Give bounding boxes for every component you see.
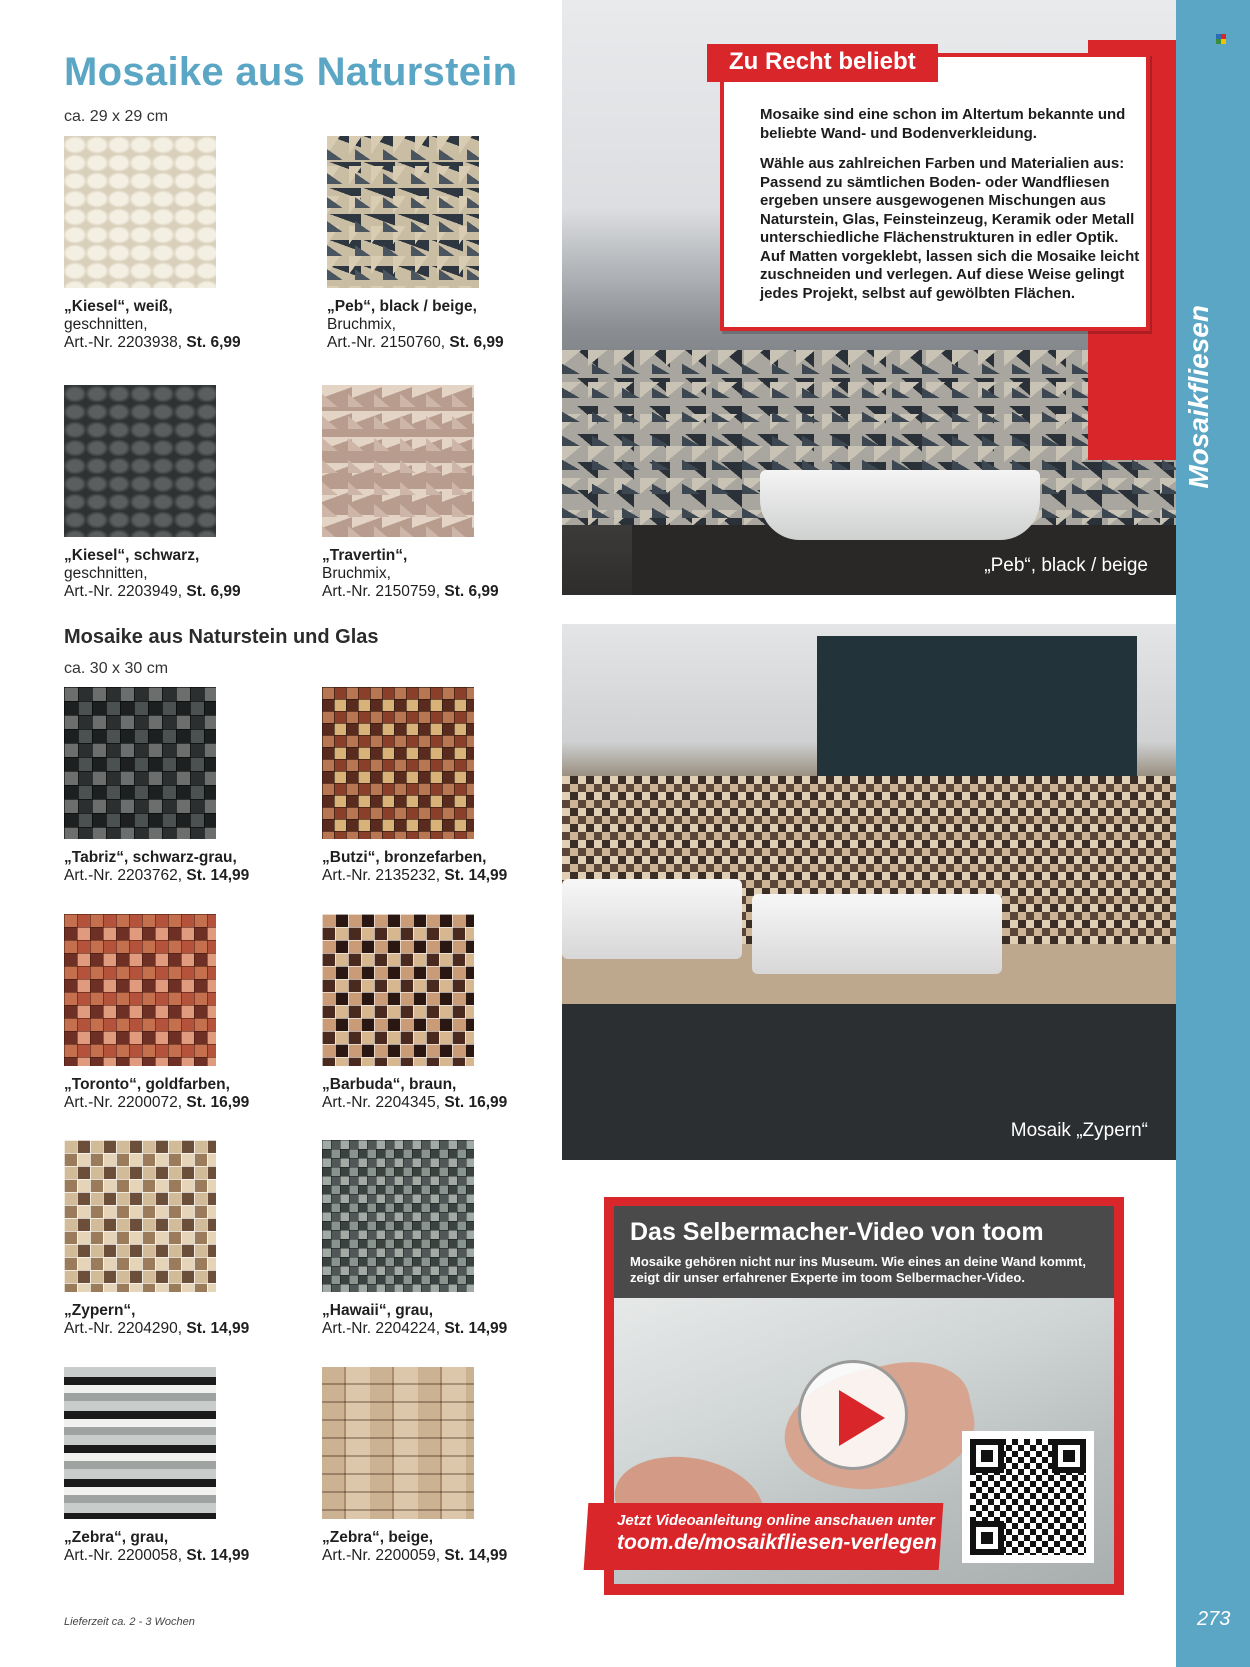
product-card[interactable] [322, 1367, 562, 1565]
product-art [322, 583, 562, 601]
product-name: „Toronto“, goldfarben, [64, 1076, 230, 1093]
product-desc: Bruchmix, [322, 565, 391, 582]
product-price: St. 6,99 [186, 583, 241, 600]
product-name: „Hawaii“, grau, [322, 1302, 434, 1319]
product-card[interactable] [64, 136, 304, 352]
product-art [322, 867, 562, 885]
product-swatch[interactable] [64, 136, 216, 288]
product-name: „Zypern“, [64, 1302, 136, 1319]
product-desc: Bruchmix, [327, 316, 396, 333]
product-card[interactable] [64, 687, 304, 885]
product-price: St. 14,99 [186, 1320, 250, 1337]
product-art-number: Art.-Nr. 2204345, [322, 1094, 441, 1111]
product-card[interactable] [327, 136, 567, 352]
size-label-glas: ca. 30 x 30 cm [64, 660, 169, 677]
product-art-number: Art.-Nr. 2200058, [64, 1547, 183, 1564]
category-sidebar [1176, 0, 1250, 1667]
product-art-number: Art.-Nr. 2135232, [322, 867, 441, 884]
product-price: St. 6,99 [449, 334, 504, 351]
photo-caption: Mosaik „Zypern“ [1010, 1120, 1148, 1141]
info-box-title: Zu Recht beliebt [707, 44, 938, 82]
info-box-lead: Mosaike sind eine schon im Altertum bekannte und beliebte Wand- und Bodenverkleidung. [760, 106, 1126, 142]
product-name: „Barbuda“, braun, [322, 1076, 457, 1093]
video-description: Mosaike gehören nicht nur ins Museum. Wie eines an deine Wand kommt, zeigt dir unser erfahrener Experte im toom Selbermacher-Video. [630, 1254, 1086, 1285]
product-art-number: Art.-Nr. 2203762, [64, 867, 183, 884]
product-card[interactable] [322, 385, 562, 601]
logo-icon [1216, 34, 1226, 44]
product-name: „Butzi“, bronzefarben, [322, 849, 487, 866]
page-number: 273 [1197, 1608, 1231, 1630]
product-swatch[interactable] [64, 1367, 216, 1519]
product-swatch[interactable] [322, 1140, 474, 1292]
product-art-number: Art.-Nr. 2203949, [64, 583, 183, 600]
page-title: Mosaike aus Naturstein [64, 50, 518, 94]
shower-panel [817, 636, 1137, 776]
product-name: „Zebra“, beige, [322, 1529, 434, 1546]
product-price: St. 16,99 [186, 1094, 250, 1111]
video-cta-text: Jetzt Videoanleitung online anschauen unter [617, 1512, 935, 1529]
product-swatch[interactable] [64, 914, 216, 1066]
product-swatch[interactable] [64, 1140, 216, 1292]
qr-finder [970, 1521, 1004, 1555]
size-label-naturstein: ca. 29 x 29 cm [64, 108, 169, 125]
product-name: „Kiesel“, weiß, [64, 298, 173, 315]
product-art-number: Art.-Nr. 2204290, [64, 1320, 183, 1337]
product-price: St. 14,99 [444, 867, 508, 884]
product-price: St. 6,99 [444, 583, 499, 600]
product-art [322, 1547, 562, 1565]
product-name: „Tabriz“, schwarz-grau, [64, 849, 237, 866]
product-art-number: Art.-Nr. 2150760, [327, 334, 446, 351]
product-art [64, 1320, 304, 1338]
wash-basin [752, 894, 1002, 974]
qr-finder [1052, 1439, 1086, 1473]
product-art-number: Art.-Nr. 2204224, [322, 1320, 441, 1337]
product-name: „Zebra“, grau, [64, 1529, 169, 1546]
product-swatch[interactable] [322, 385, 474, 537]
qr-pattern [970, 1439, 1086, 1555]
video-title: Das Selbermacher-Video von toom [630, 1218, 1044, 1246]
product-price: St. 14,99 [444, 1320, 508, 1337]
category-title: Mosaikfliesen [1183, 305, 1214, 489]
product-art [64, 1547, 304, 1565]
section-title-naturstein-glas: Mosaike aus Naturstein und Glas [64, 626, 379, 648]
product-card[interactable] [322, 687, 562, 885]
product-card[interactable] [322, 1140, 562, 1338]
product-price: St. 16,99 [444, 1094, 508, 1111]
info-box-text [760, 106, 1140, 303]
product-name: „Kiesel“, schwarz, [64, 547, 200, 564]
bathroom-photo-zypern [562, 624, 1178, 1160]
product-art [327, 334, 567, 352]
product-art-number: Art.-Nr. 2200059, [322, 1547, 441, 1564]
product-art [322, 1320, 562, 1338]
product-card[interactable] [64, 1140, 304, 1338]
product-art [64, 867, 304, 885]
product-card[interactable] [322, 914, 562, 1112]
video-link[interactable]: toom.de/mosaikfliesen-verlegen [617, 1531, 937, 1554]
product-swatch[interactable] [64, 687, 216, 839]
product-price: St. 14,99 [186, 867, 250, 884]
product-name: „Peb“, black / beige, [327, 298, 477, 315]
product-art-number: Art.-Nr. 2200072, [64, 1094, 183, 1111]
product-desc: geschnitten, [64, 565, 148, 582]
product-art [64, 1094, 304, 1112]
qr-code[interactable] [962, 1431, 1094, 1563]
product-price: St. 14,99 [186, 1547, 250, 1564]
product-art-number: Art.-Nr. 2150759, [322, 583, 441, 600]
product-swatch[interactable] [64, 385, 216, 537]
product-swatch[interactable] [322, 1367, 474, 1519]
product-name: „Travertin“, [322, 547, 408, 564]
product-swatch[interactable] [327, 136, 479, 288]
photo-caption: „Peb“, black / beige [984, 555, 1148, 576]
product-card[interactable] [64, 385, 304, 601]
wash-basin [562, 879, 742, 959]
wash-basin [760, 470, 1040, 540]
product-art [64, 334, 304, 352]
product-art-number: Art.-Nr. 2203938, [64, 334, 183, 351]
product-art [322, 1094, 562, 1112]
play-icon [839, 1390, 885, 1446]
play-button[interactable] [798, 1360, 908, 1470]
product-swatch[interactable] [322, 914, 474, 1066]
product-card[interactable] [64, 1367, 304, 1565]
info-box-body: Wähle aus zahlreichen Farben und Materialien aus: Passend zu sämtlichen Boden- oder Wandfliesen ergeben unsere ausgewogenen Mischungen aus Naturstein, Glas, Feinsteinzeug, Keramik oder Metall unterschiedliche Flächenstrukturen in edler Optik. Auf Matten vorgeklebt, lassen sich die Mosaike leicht zuschneiden und verlegen. Auf diese Weise gelingt jedes Projekt, selbst auf gewölbten Flächen. [760, 155, 1140, 302]
delivery-note: Lieferzeit ca. 2 - 3 Wochen [64, 1616, 195, 1628]
product-desc: geschnitten, [64, 316, 148, 333]
product-card[interactable] [64, 914, 304, 1112]
product-price: St. 14,99 [444, 1547, 508, 1564]
qr-finder [970, 1439, 1004, 1473]
product-swatch[interactable] [322, 687, 474, 839]
product-price: St. 6,99 [186, 334, 241, 351]
product-art [64, 583, 304, 601]
